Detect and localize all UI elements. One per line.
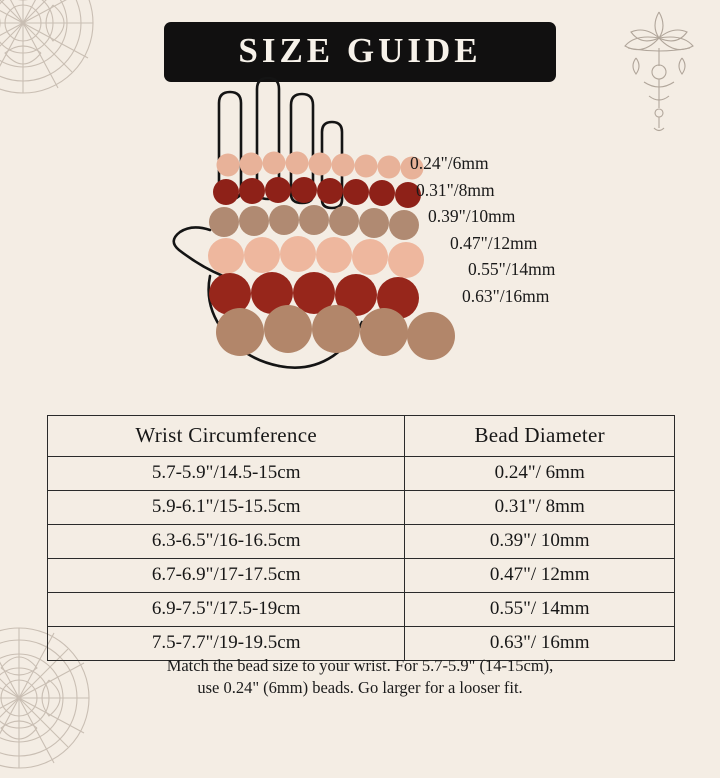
table-row [48,457,675,491]
wrist-value: 6.7-6.9"/17-17.5cm [48,559,405,593]
bracelet-row-6mm [217,152,424,180]
wrist-value: 6.9-7.5"/17.5-19cm [48,593,405,627]
footer-note [0,655,720,699]
table-row [48,559,675,593]
lotus-ornament-icon [616,4,702,139]
table-header-row [48,416,675,457]
bead-label: 0.24"/6mm [410,153,489,173]
page-title-text: SIZE GUIDE [238,31,482,70]
bead-value: 0.55"/ 14mm [405,593,675,627]
bracelet-row-10mm [209,205,419,240]
footer-note-line2: use 0.24" (6mm) beads. Go larger for a looser fit. [197,678,523,697]
bead-label-list [400,150,620,309]
table-row [48,491,675,525]
bead-label: 0.31"/8mm [416,179,495,200]
bead-value: 0.31"/ 8mm [405,491,675,525]
wrist-value: 5.7-5.9"/14.5-15cm [48,457,405,491]
bead-value: 0.24"/ 6mm [405,457,675,491]
column-header-bead: Bead Diameter [405,416,675,457]
wrist-value: 5.9-6.1"/15-15.5cm [48,491,405,525]
bead-label: 0.47"/12mm [450,232,538,253]
table-row [48,525,675,559]
bead-label: 0.63"/16mm [462,285,550,306]
bracelet-row-8mm [213,177,421,208]
column-header-wrist: Wrist Circumference [48,416,405,457]
footer-note-line1: Match the bead size to your wrist. For 5.7-5.9" (14-15cm), [166,656,554,675]
mandala-ornament-icon [0,0,98,103]
table-row [48,593,675,627]
bead-label: 0.39"/10mm [428,206,516,226]
bead-label: 0.55"/14mm [468,259,556,279]
wrist-value: 6.3-6.5"/16-16.5cm [48,525,405,559]
size-table [47,415,675,661]
wrist-value: 7.5-7.7"/19-19.5cm [48,627,405,661]
bracelet-row-16mm [216,305,455,360]
bead-value: 0.39"/ 10mm [405,525,675,559]
bracelet-row-12mm [208,236,424,278]
bead-value: 0.63"/ 16mm [405,627,675,661]
bead-value: 0.47"/ 12mm [405,559,675,593]
